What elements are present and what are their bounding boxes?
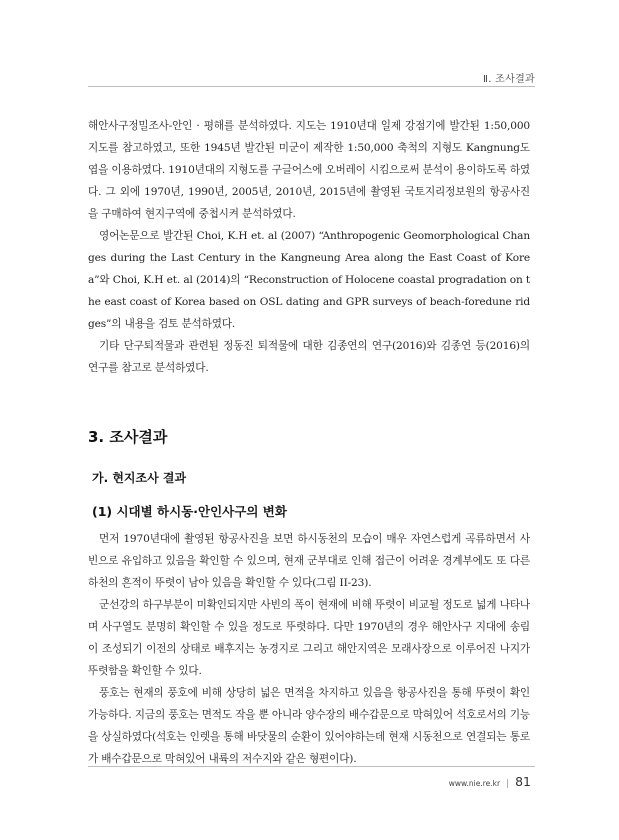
running-header: Ⅱ. 조사결과 [482,74,535,85]
intro-paragraph-1: 해안사구정밀조사-안인 · 평해를 분석하였다. 지도는 1910년대 일제 강점기에 발간된 1:50,000 지도를 참고하였고, 또한 1945년 발간된 미군이 제작한 1:50,000 축척의 지형도 Kangnung도엽을 이용하였다. 1910년대의 지형도를 구글어스에 오버레이 시킴으로써 분석이 용이하도록 하였다. 그 외에 1970년, 1990년, 2005년, 2010년, 2015년에 촬영된 국토지리정보원의 항공사진을 구매하여 현지구역에 중첩시켜 분석하였다. [88,120,530,220]
page-content [88,115,530,770]
body-paragraph-3: 풍호는 현재의 풍호에 비해 상당히 넓은 면적을 차지하고 있음을 항공사진을 통해 뚜렷이 확인 가능하다. 지금의 풍호는 면적도 작을 뿐 아니라 양수장의 배수갑문으로 막혀있어 석호로서의 기능을 상실하였다(석호는 인렛을 통해 바닷물의 순환이 있어야하는데 현재 시동천으로 연결되는 통로가 배수갑문으로 막혀있어 내륙의 저수지와 같은 형편이다). [88,687,530,765]
footer-rule [88,766,535,767]
intro-paragraph-3: 기타 단구퇴적물과 관련된 정동진 퇴적물에 대한 김종연의 연구(2016)와 김종연 등(2016)의 연구를 참고로 분석하였다. [88,340,530,374]
body-paragraph-1: 먼저 1970년대에 촬영된 항공사진을 보면 하시동천의 모습이 매우 자연스럽게 곡류하면서 사빈으로 유입하고 있음을 확인할 수 있으며, 현재 군부대로 인해 접근이 어려운 경계부에도 또 다른 하천의 흔적이 뚜렷이 남아 있음을 확인할 수 있다(그림 II-23). [88,533,530,589]
section-title: 3. 조사결과 [88,428,168,446]
footer-url[interactable]: www.nie.re.kr [448,779,501,788]
page-number: 81 [515,774,531,789]
body-paragraph-2: 군선강의 하구부분이 미확인되지만 사빈의 폭이 현재에 비해 뚜렷이 비교될 정도로 넓게 나타나며 사구열도 분명히 확인할 수 있을 정도로 뚜렷하다. 다만 1970년의 경우 해안사구 지대에 송림이 조성되기 이전의 상태로 배후지는 농경지로 그리고 해안지역은 모래사장으로 이루어진 나지가 뚜렷함을 확인할 수 있다. [88,599,530,677]
header-rule [88,86,535,87]
subsection-title: 가. 현지조사 결과 [92,471,187,485]
subsubsection-title: (1) 시대별 하시동·안인사구의 변화 [92,504,287,519]
intro-paragraph-2: 영어논문으로 발간된 Choi, K.H et. al (2007) “Anthropogenic Geomorphological Changes during the Last Century in the Kangneung Area along the East Coast of Korea”와 Choi, K.H et. al (2014)의 “Reconstruction of Holocene coastal progradation on the east coast of Korea based on OSL dating and GPR surveys of beach-foredune ridges”의 내용을 검토 분석하였다. [88,230,530,330]
page-footer [449,774,531,789]
footer-separator: | [506,779,510,789]
